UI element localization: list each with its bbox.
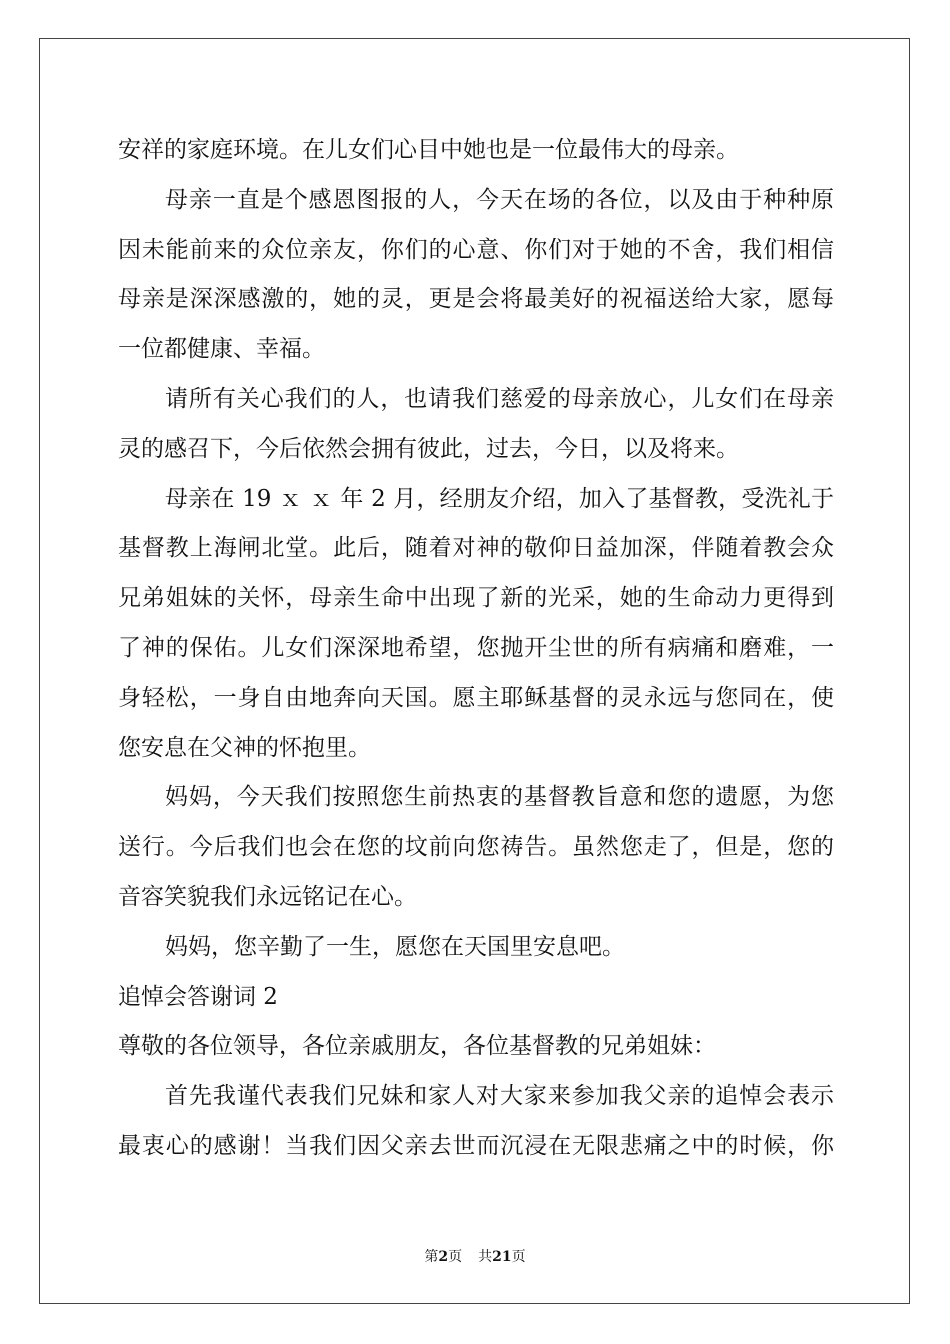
text-line: 兄弟姐妹的关怀，母亲生命中出现了新的光采，她的生命动力更得到 <box>118 585 834 612</box>
text-line: 灵的感召下，今后依然会拥有彼此，过去，今日，以及将来。 <box>118 435 739 462</box>
footer-page-prefix: 第 <box>424 1249 439 1265</box>
text-line: 妈妈，今天我们按照您生前热衷的基督教旨意和您的遗愿，为您 <box>165 784 834 811</box>
footer-page-number: 2 <box>438 1249 449 1265</box>
text-line: 送行。今后我们也会在您的坟前向您祷告。虽然您走了，但是，您的 <box>118 834 834 861</box>
document-body <box>118 126 834 1172</box>
text-line: 安祥的家庭环境。在儿女们心目中她也是一位最伟大的母亲。 <box>118 137 739 163</box>
text-line: 了神的保佑。儿女们深深地希望，您抛开尘世的所有病痛和磨难，一 <box>118 634 834 661</box>
text-line: 母亲是深深感激的，她的灵，更是会将最美好的祝福送给大家，愿每 <box>118 286 834 313</box>
text-line: 基督教上海闸北堂。此后，随着对神的敬仰日益加深，伴随着教会众 <box>118 535 834 562</box>
text-line: 追悼会答谢词 2 <box>118 983 278 1010</box>
text-line: 最衷心的感谢！当我们因父亲去世而沉浸在无限悲痛之中的时候，你 <box>118 1132 834 1159</box>
text-line: 首先我谨代表我们兄妹和家人对大家来参加我父亲的追悼会表示 <box>165 1083 834 1110</box>
text-line: 妈妈，您辛勤了一生，愿您在天国里安息吧。 <box>165 933 625 960</box>
text-line: 母亲在 19 ｘ ｘ 年 2 月，经朋友介绍，加入了基督教，受洗礼于 <box>165 485 834 512</box>
footer-total-number: 21 <box>492 1249 512 1265</box>
text-line: 母亲一直是个感恩图报的人，今天在场的各位，以及由于种种原 <box>165 186 834 213</box>
text-line: 尊敬的各位领导，各位亲戚朋友，各位基督教的兄弟姐妹： <box>118 1033 716 1060</box>
page-footer <box>0 1248 950 1266</box>
text-line: 音容笑貌我们永远铭记在心。 <box>118 883 417 910</box>
footer-page-unit: 页 <box>448 1249 463 1265</box>
text-line: 因未能前来的众位亲友，你们的心意、你们对于她的不舍，我们相信 <box>118 236 834 263</box>
text-line: 一位都健康、幸福。 <box>118 336 325 363</box>
footer-total-unit: 页 <box>511 1249 526 1265</box>
footer-total-prefix: 共 <box>478 1249 493 1265</box>
text-line: 身轻松，一身自由地奔向天国。愿主耶稣基督的灵永远与您同在，使 <box>118 684 834 711</box>
text-line: 请所有关心我们的人，也请我们慈爱的母亲放心，儿女们在母亲 <box>165 385 834 412</box>
text-line: 您安息在父神的怀抱里。 <box>118 734 371 761</box>
